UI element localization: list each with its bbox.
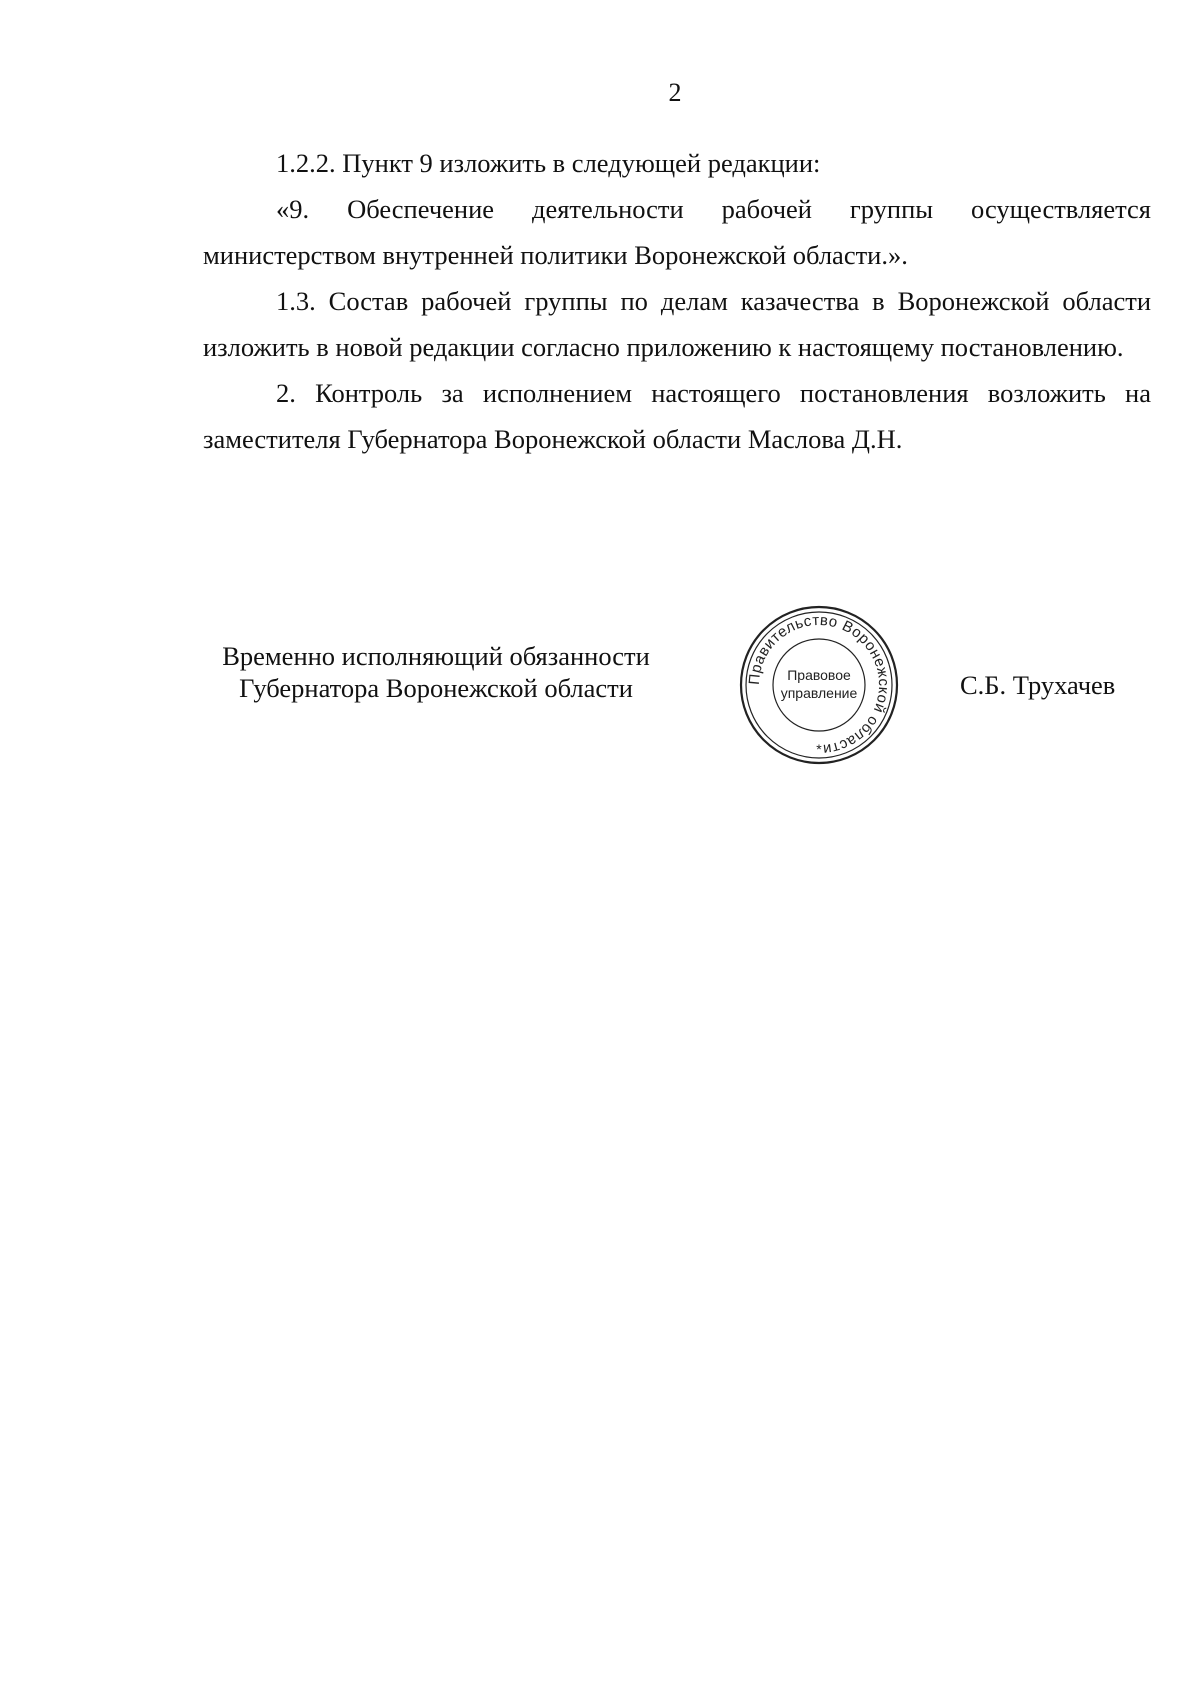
seal-graphic <box>738 604 900 766</box>
signatory-title-line-2: Губернатора Воронежской области <box>239 673 633 703</box>
signatory-title <box>186 640 686 704</box>
paragraph-item-9-text: «9. Обеспечение деятельности рабочей группы осуществляется министерством внутренней политики Воронежской области.». <box>203 194 1151 270</box>
seal-ring-text: Правительство Воронежской области <box>745 611 893 758</box>
paragraph-1-2-2: 1.2.2. Пункт 9 изложить в следующей редакции: <box>276 148 821 178</box>
seal-center-line-2: управление <box>780 685 858 701</box>
signatory-title-line-1: Временно исполняющий обязанности <box>222 641 650 671</box>
paragraph-2-control: 2. Контроль за исполнением настоящего постановления возложить на заместителя Губернатора Воронежской области Маслова Д.Н. <box>203 378 1151 454</box>
page-number: 2 <box>668 78 682 107</box>
seal-center-line-1: Правовое <box>787 667 851 683</box>
signatory-name: С.Б. Трухачев <box>960 670 1116 700</box>
official-seal <box>738 604 900 766</box>
seal-star: * <box>816 741 822 757</box>
paragraph-1-3: 1.3. Состав рабочей группы по делам казачества в Воронежской области изложить в новой редакции согласно приложению к настоящему постановлению. <box>203 286 1151 362</box>
document-body <box>203 140 1151 462</box>
